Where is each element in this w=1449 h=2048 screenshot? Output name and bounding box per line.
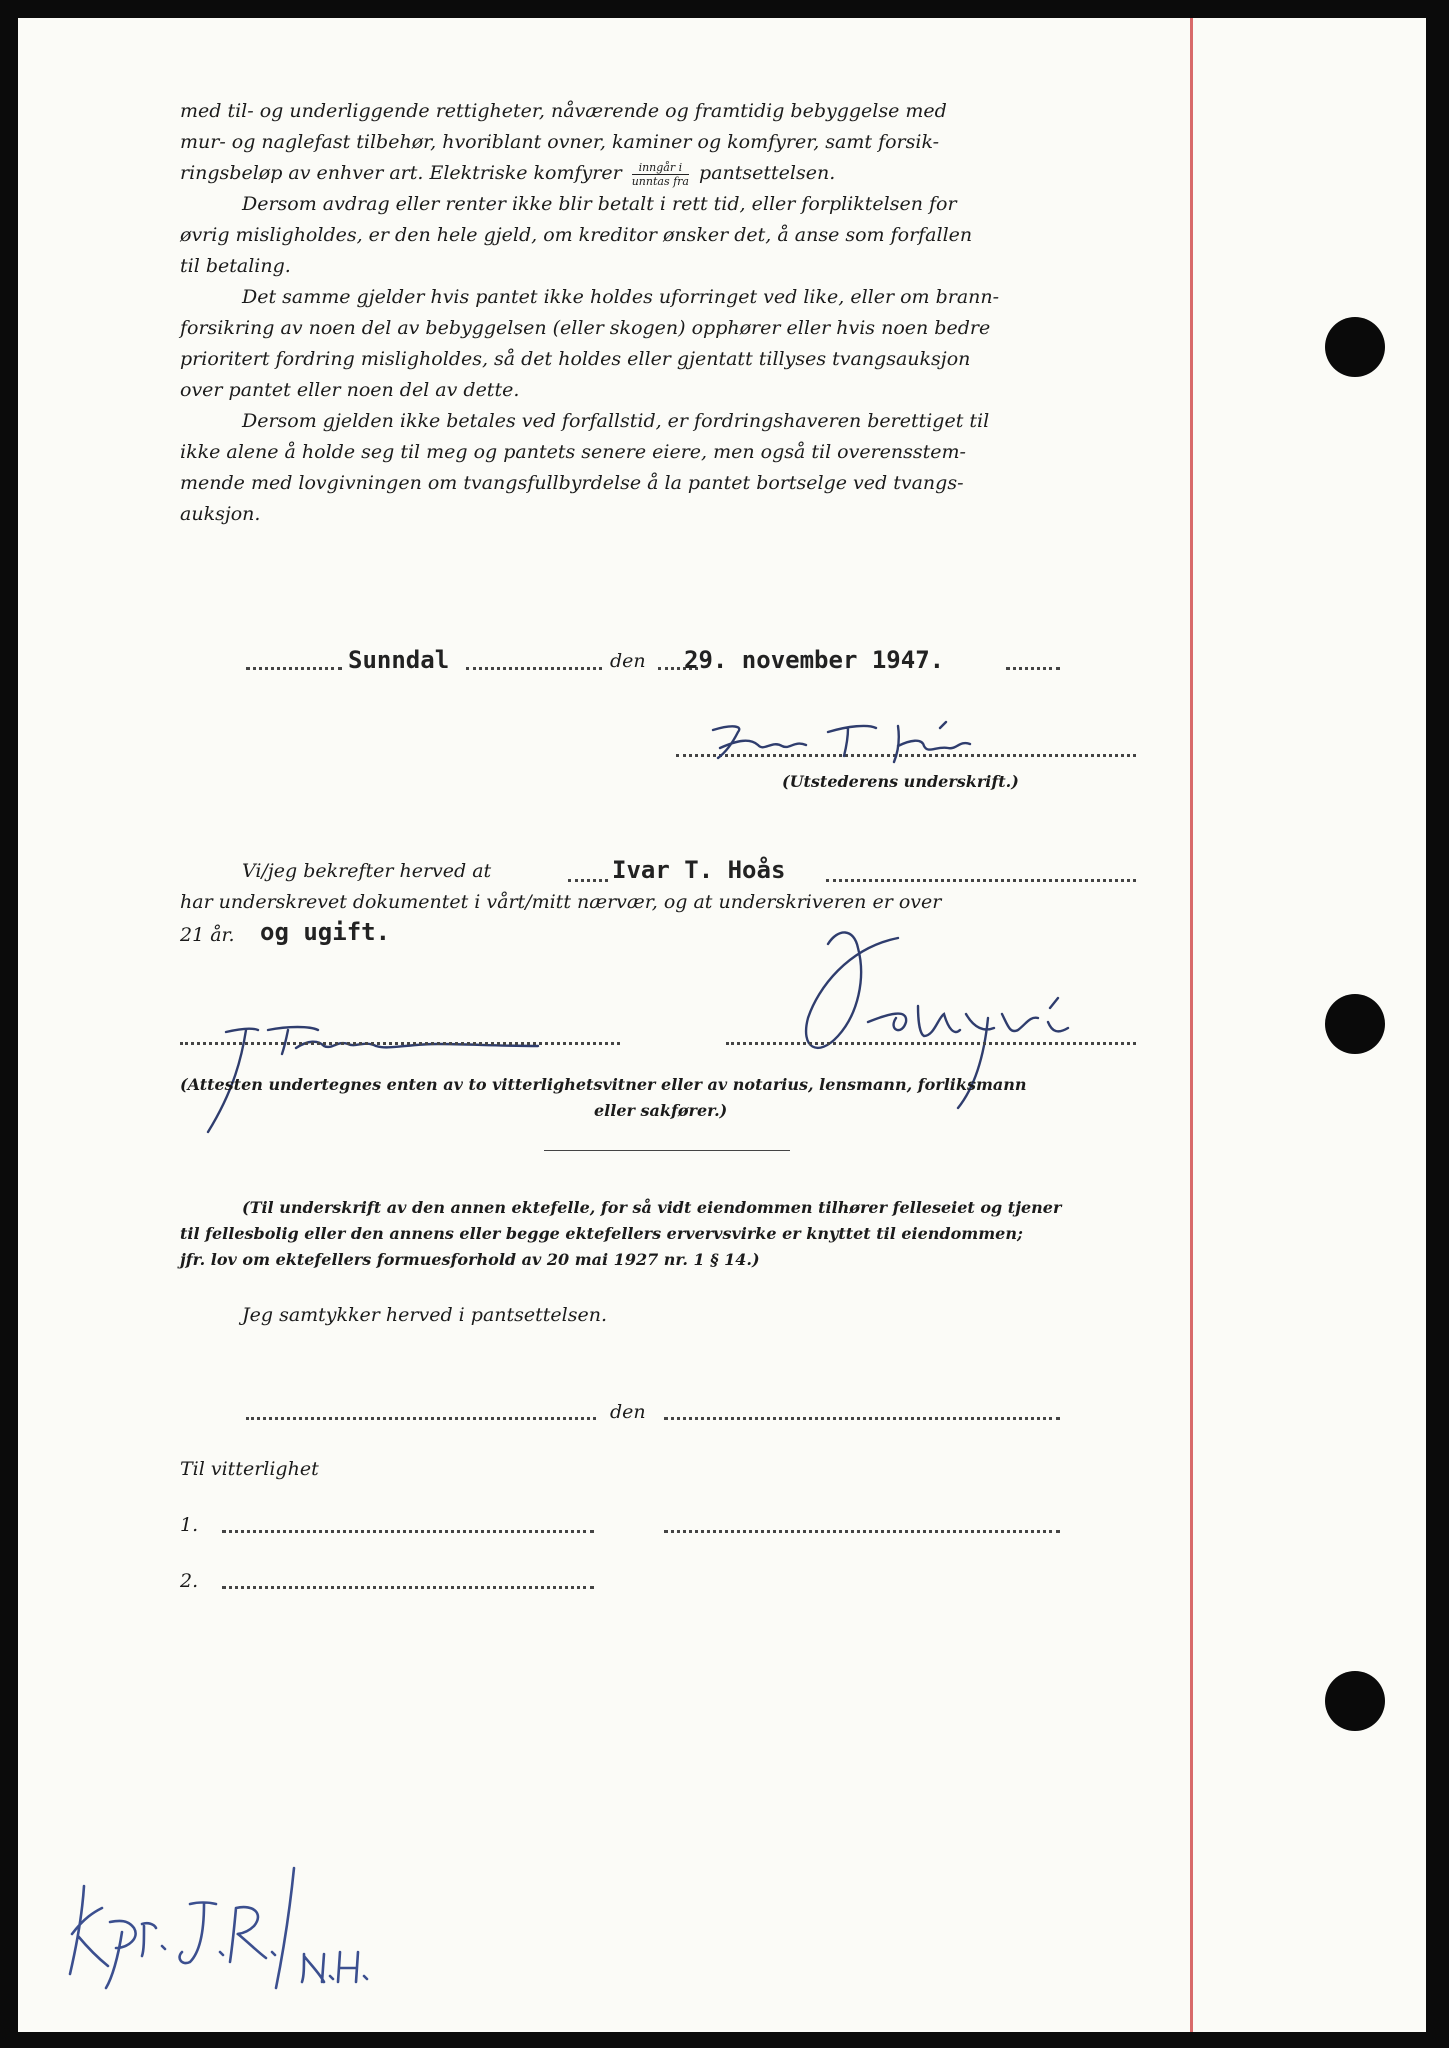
- witness-heading: Til vitterlighet: [180, 1458, 319, 1480]
- body-line: auksjon.: [180, 503, 261, 525]
- confirmation-prefix: Vi/jeg bekrefter herved at: [242, 860, 492, 882]
- witness-line: [222, 1586, 594, 1589]
- attestation-caption: eller sakfører.): [594, 1101, 728, 1120]
- issuer-caption: (Utstederens underskrift.): [782, 772, 1019, 791]
- witness-line-2: [726, 1042, 1136, 1045]
- fraction-option: $\frac{\text{inngår i}}{\text{unntas fra}}$: [631, 160, 689, 188]
- dotted-line: [568, 879, 608, 882]
- witness-line-1: [180, 1042, 620, 1045]
- divider: [544, 1150, 790, 1151]
- consent-text: Jeg samtykker herved i pantsettelsen.: [242, 1304, 607, 1326]
- body-line: øvrig misligholdes, er den hele gjeld, om kreditor ønsker det, å anse som forfallen: [180, 224, 973, 246]
- witness-number: 2.: [180, 1570, 199, 1592]
- place-line: [246, 1417, 596, 1420]
- den-label: den: [610, 650, 646, 672]
- confirmed-name: Ivar T. Hoås: [612, 856, 786, 884]
- witness-line: [664, 1530, 1060, 1533]
- body-line: forsikring av noen del av bebyggelsen (eller skogen) opphører eller hvis noen bedre: [180, 317, 991, 339]
- body-line: over pantet eller noen del av dette.: [180, 379, 520, 401]
- body-line: Dersom gjelden ikke betales ved forfallstid, er fordringshaveren berettiget til: [242, 410, 990, 432]
- spouse-note: til fellesbolig eller den annens eller begge ektefellers ervervsvirke er knyttet til eiendommen;: [180, 1224, 1023, 1243]
- dotted-line: [1006, 667, 1060, 670]
- witness-number: 1.: [180, 1514, 199, 1536]
- punch-hole: [1325, 1671, 1385, 1731]
- attestation-caption: (Attesten undertegnes enten av to vitterlighetsvitner eller av notarius, lensmann, forliksmann: [180, 1075, 1027, 1094]
- confirmation-line: har underskrevet dokumentet i vårt/mitt nærvær, og at underskriveren er over: [180, 891, 942, 913]
- body-line: ringsbeløp av enhver art. Elektriske komfyrer $\frac{\text{inngår i}}{\text{unntas fra}}$ pantsettelsen.: [180, 160, 836, 188]
- issuer-signature: [698, 710, 1008, 770]
- body-line: til betaling.: [180, 255, 291, 277]
- body-line: med til- og underliggende rettigheter, nåværende og framtidig bebyggelse med: [180, 100, 947, 122]
- document-page: [18, 18, 1426, 2032]
- den-label: den: [610, 1401, 646, 1423]
- body-line: ikke alene å holde seg til meg og pantets senere eiere, men også til overensstem-: [180, 441, 966, 463]
- spouse-note: (Til underskrift av den annen ektefelle, for så vidt eiendommen tilhører felleseiet og tjener: [242, 1198, 1062, 1217]
- typed-addition: og ugift.: [260, 918, 391, 946]
- dotted-line: [826, 879, 1136, 882]
- place-field: Sunndal: [348, 646, 450, 674]
- body-line: prioritert fordring misligholdes, så det holdes eller gjentatt tillyses tvangsauksjon: [180, 348, 971, 370]
- witness-line: [222, 1530, 594, 1533]
- body-line: mur- og naglefast tilbehør, hvoriblant ovner, kaminer og komfyrer, samt forsik-: [180, 131, 940, 153]
- body-line: mende med lovgivningen om tvangsfullbyrdelse å la pantet bortselge ved tvangs-: [180, 472, 964, 494]
- body-line: Det samme gjelder hvis pantet ikke holdes uforringet ved like, eller om brann-: [242, 286, 1000, 308]
- dotted-line: [466, 667, 602, 670]
- punch-hole: [1325, 994, 1385, 1054]
- date-field: 29. november 1947.: [684, 646, 945, 674]
- margin-note-handwriting: [58, 1848, 378, 1998]
- red-margin-line: [1190, 18, 1193, 2032]
- body-line: Dersom avdrag eller renter ikke blir betalt i rett tid, eller forpliktelsen for: [242, 193, 957, 215]
- spouse-note: jfr. lov om ektefellers formuesforhold av 20 mai 1927 nr. 1 § 14.): [180, 1250, 760, 1269]
- age-label: 21 år.: [180, 924, 235, 946]
- punch-hole: [1325, 317, 1385, 377]
- dotted-line: [246, 667, 342, 670]
- date-line: [664, 1417, 1060, 1420]
